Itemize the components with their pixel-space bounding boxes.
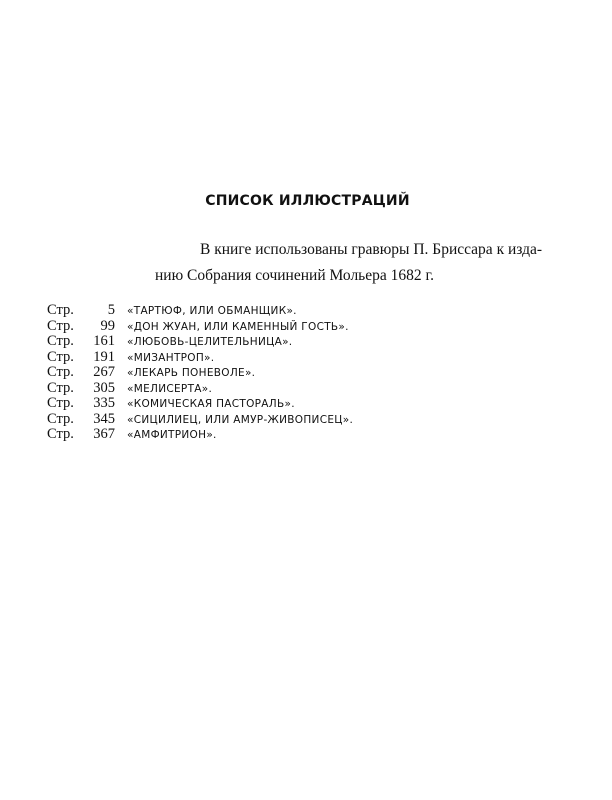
- illustration-title: «ТАРТЮФ, ИЛИ ОБМАНЩИК».: [127, 305, 297, 317]
- page-number: 367: [93, 426, 115, 442]
- list-item: [47, 349, 353, 365]
- illustration-title: «КОМИЧЕСКАЯ ПАСТОРАЛЬ».: [127, 398, 295, 410]
- list-item: [47, 426, 353, 442]
- illustration-title: «ЛЕКАРЬ ПОНЕВОЛЕ».: [127, 367, 256, 379]
- illustration-title: «МИЗАНТРОП».: [127, 351, 215, 364]
- page-number: 267: [93, 364, 115, 380]
- intro-paragraph: [155, 237, 575, 289]
- illustration-list: [47, 302, 353, 442]
- page-number: 305: [93, 379, 115, 396]
- illustration-title: «ДОН ЖУАН, ИЛИ КАМЕННЫЙ ГОСТЬ».: [127, 320, 349, 333]
- page-number: 335: [93, 395, 115, 411]
- page-label: Стр.: [47, 379, 74, 396]
- page-label: Стр.: [47, 302, 74, 318]
- list-item: [47, 395, 353, 411]
- page-number: 191: [93, 348, 115, 365]
- list-item: [47, 364, 353, 380]
- list-item: [47, 411, 353, 427]
- page-label: Стр.: [47, 410, 74, 427]
- list-item: [47, 333, 353, 349]
- page-label: Стр.: [47, 426, 74, 442]
- page-label: Стр.: [47, 395, 74, 411]
- page-number: 99: [100, 317, 115, 334]
- page-number: 161: [93, 333, 115, 349]
- illustration-title: «АМФИТРИОН».: [127, 429, 217, 441]
- illustration-title: «МЕЛИСЕРТА».: [127, 382, 213, 395]
- page-number: 345: [93, 410, 115, 427]
- page-label: Стр.: [47, 317, 74, 334]
- intro-line-2: нию Собрания сочинений Мольера 1682 г.: [155, 267, 434, 284]
- page-label: Стр.: [47, 348, 74, 365]
- intro-line-1: В книге использованы гравюры П. Бриссара к изда-: [200, 241, 543, 258]
- list-item: [47, 302, 353, 318]
- page-label: Стр.: [47, 364, 74, 380]
- list-item: [47, 318, 353, 334]
- page-title: СПИСОК ИЛЛЮСТРАЦИЙ: [205, 193, 410, 209]
- illustration-title: «СИЦИЛИЕЦ, ИЛИ АМУР-ЖИВОПИСЕЦ».: [127, 413, 354, 426]
- page-number: 5: [107, 302, 115, 318]
- illustration-title: «ЛЮБОВЬ-ЦЕЛИТЕЛЬНИЦА».: [127, 336, 293, 348]
- list-item: [47, 380, 353, 396]
- page-label: Стр.: [47, 333, 74, 349]
